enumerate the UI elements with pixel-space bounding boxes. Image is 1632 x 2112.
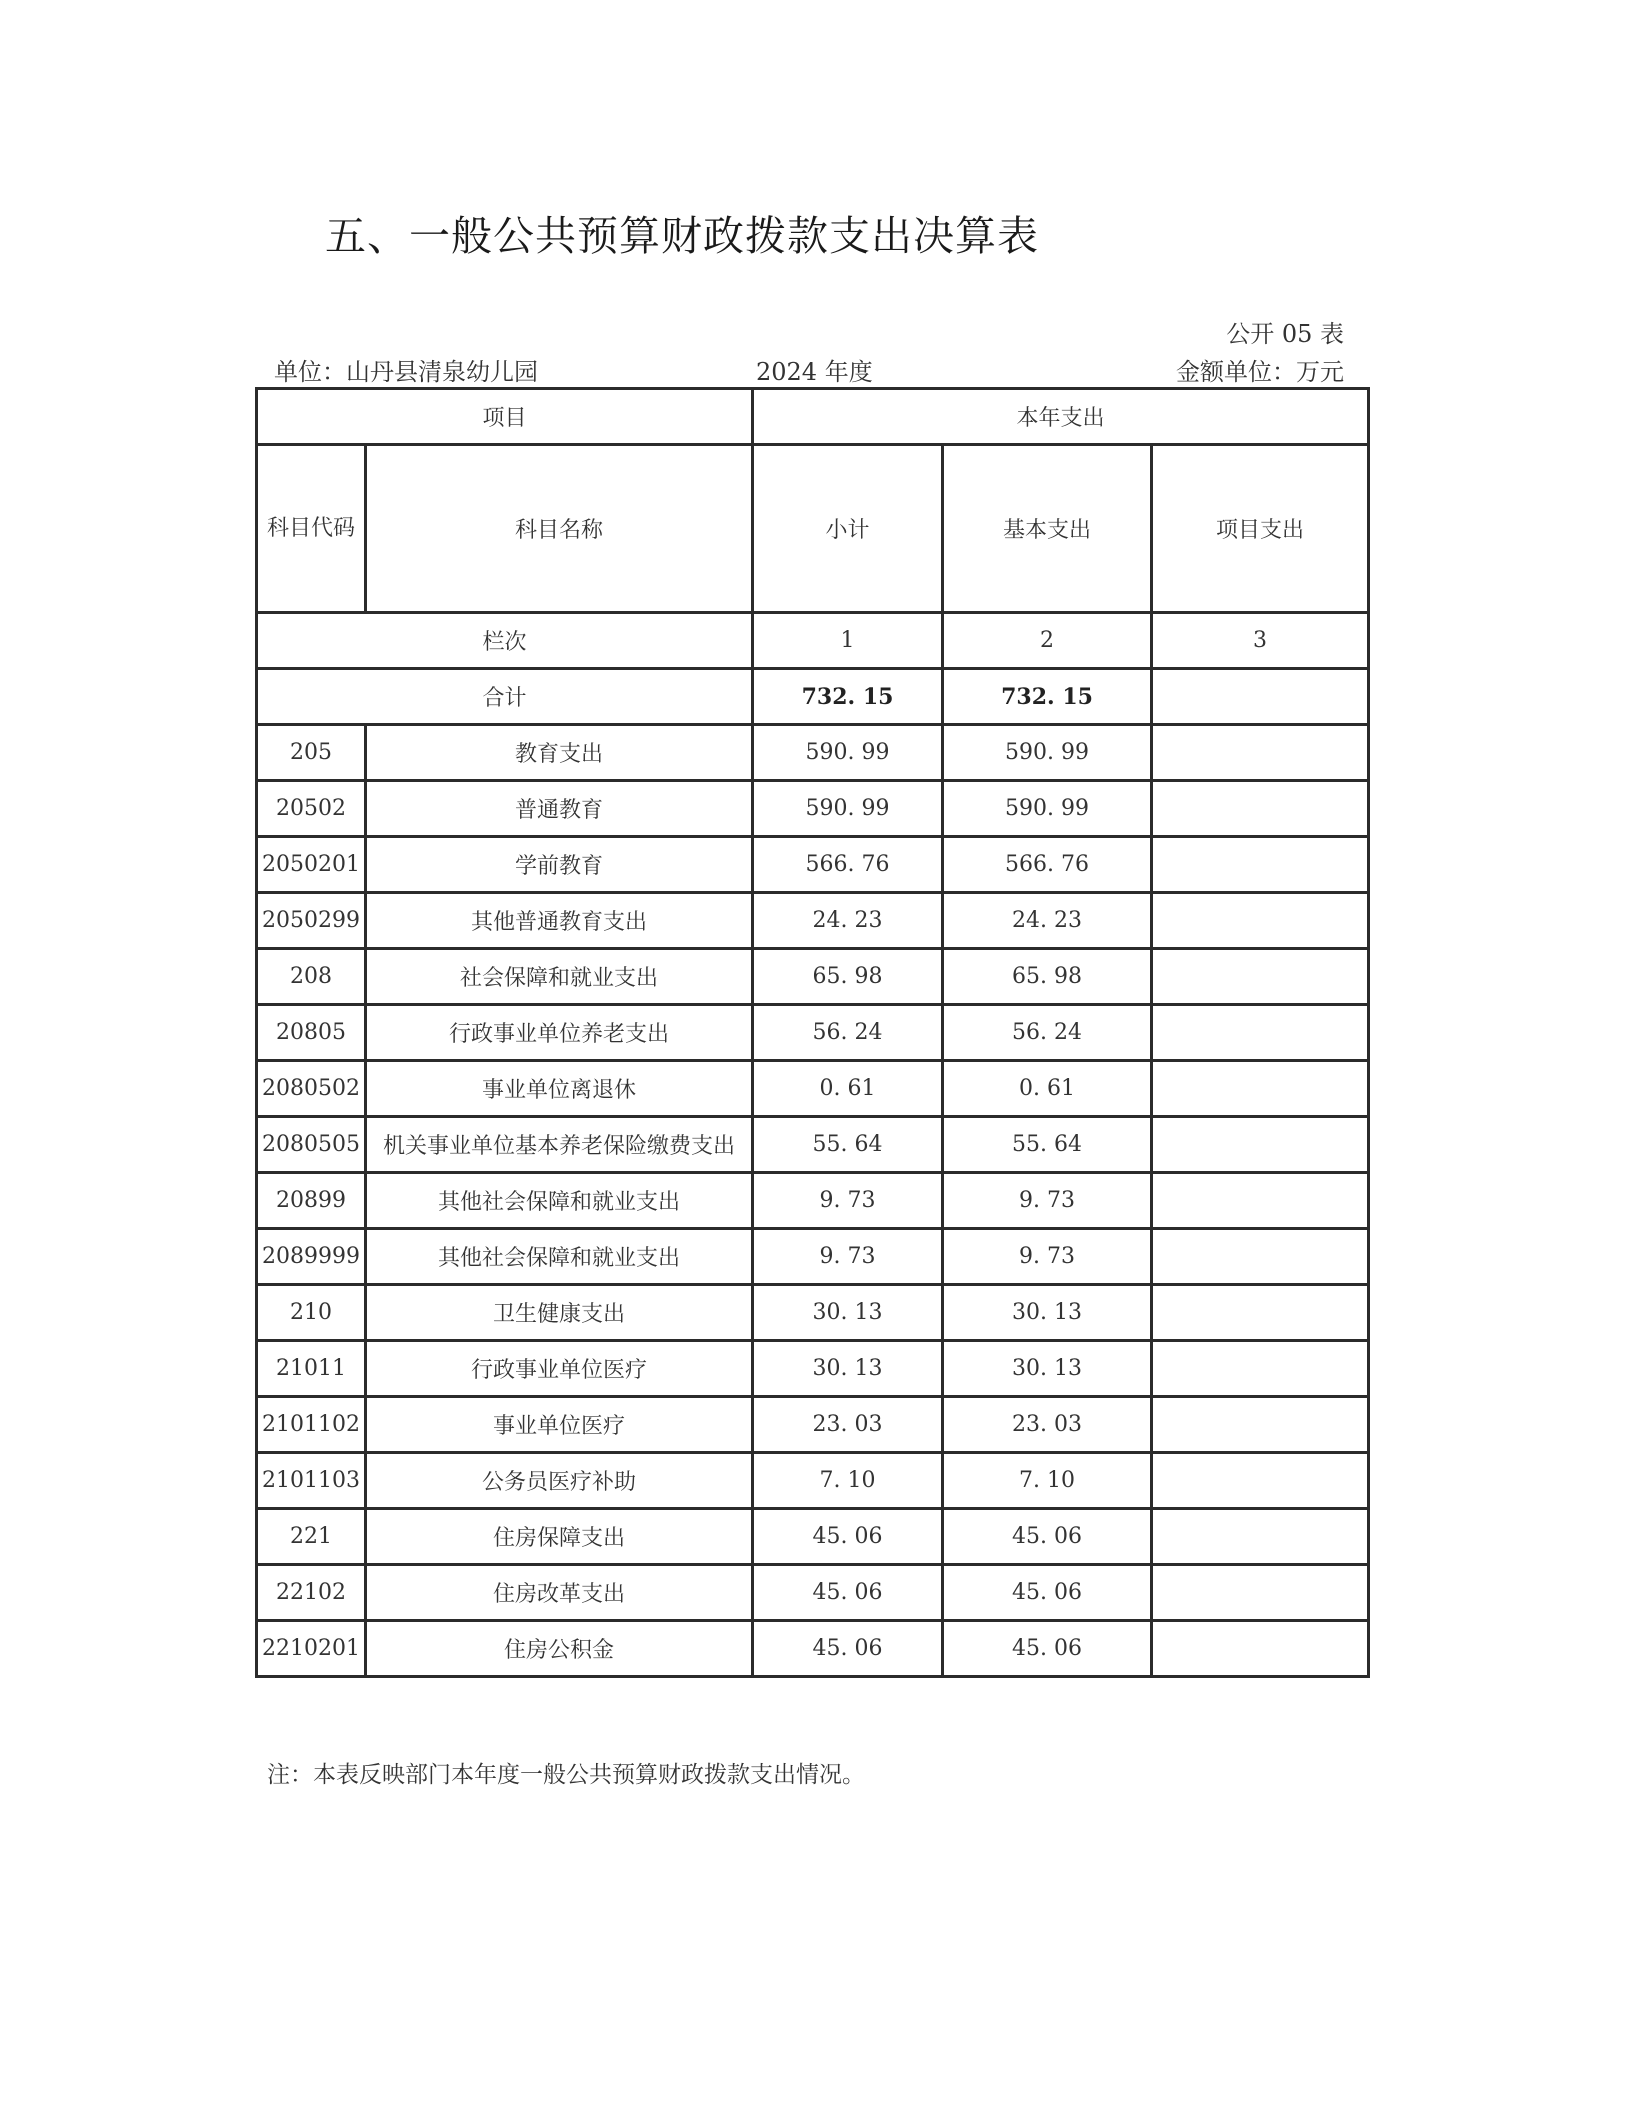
column-label: 栏次 <box>257 613 753 669</box>
header-project-expense: 项目支出 <box>1152 445 1369 613</box>
row-subtotal: 45. 06 <box>753 1565 943 1621</box>
table-row <box>257 1285 1369 1341</box>
column-1: 1 <box>753 613 943 669</box>
header-subtotal: 小计 <box>753 445 943 613</box>
row-code: 21011 <box>257 1341 366 1397</box>
row-code: 2080502 <box>257 1061 366 1117</box>
table-row <box>257 1341 1369 1397</box>
row-name: 事业单位离退休 <box>366 1061 753 1117</box>
row-subtotal: 9. 73 <box>753 1173 943 1229</box>
table-note: 注：本表反映部门本年度一般公共预算财政拨款支出情况。 <box>267 1762 865 1788</box>
row-code: 208 <box>257 949 366 1005</box>
row-code: 22102 <box>257 1565 366 1621</box>
money-unit: 金额单位：万元 <box>1176 358 1344 386</box>
row-code: 205 <box>257 725 366 781</box>
row-name: 公务员医疗补助 <box>366 1453 753 1509</box>
row-basic: 30. 13 <box>943 1341 1152 1397</box>
row-name: 学前教育 <box>366 837 753 893</box>
table-row <box>257 1397 1369 1453</box>
row-basic: 9. 73 <box>943 1229 1152 1285</box>
row-code: 2050299 <box>257 893 366 949</box>
row-subtotal: 590. 99 <box>753 725 943 781</box>
row-name: 住房公积金 <box>366 1621 753 1677</box>
row-code: 20502 <box>257 781 366 837</box>
table-row <box>257 837 1369 893</box>
unit-label: 单位：山丹县清泉幼儿园 <box>274 358 538 386</box>
row-subtotal: 24. 23 <box>753 893 943 949</box>
row-subtotal: 30. 13 <box>753 1341 943 1397</box>
row-name: 机关事业单位基本养老保险缴费支出 <box>366 1117 753 1173</box>
row-name: 其他社会保障和就业支出 <box>366 1173 753 1229</box>
table-row <box>257 1621 1369 1677</box>
table-row <box>257 1453 1369 1509</box>
page-title: 五、一般公共预算财政拨款支出决算表 <box>325 212 1039 260</box>
table-row <box>257 1509 1369 1565</box>
row-name: 其他社会保障和就业支出 <box>366 1229 753 1285</box>
row-subtotal: 55. 64 <box>753 1117 943 1173</box>
header-project: 项目 <box>257 389 753 445</box>
row-basic: 0. 61 <box>943 1061 1152 1117</box>
form-number: 公开 05 表 <box>1226 320 1344 348</box>
header-name: 科目名称 <box>366 445 753 613</box>
row-project <box>1152 1229 1369 1285</box>
fiscal-year: 2024 年度 <box>756 358 873 386</box>
table-row <box>257 893 1369 949</box>
table-row <box>257 725 1369 781</box>
column-index-row <box>257 613 1369 669</box>
row-subtotal: 65. 98 <box>753 949 943 1005</box>
row-code: 20899 <box>257 1173 366 1229</box>
table-row <box>257 1005 1369 1061</box>
row-code: 20805 <box>257 1005 366 1061</box>
row-subtotal: 0. 61 <box>753 1061 943 1117</box>
row-code: 2080505 <box>257 1117 366 1173</box>
row-code: 2101103 <box>257 1453 366 1509</box>
row-name: 教育支出 <box>366 725 753 781</box>
row-project <box>1152 1509 1369 1565</box>
row-code: 210 <box>257 1285 366 1341</box>
data-rows <box>257 725 1369 1677</box>
row-project <box>1152 1397 1369 1453</box>
header-row-1 <box>257 389 1369 445</box>
row-subtotal: 9. 73 <box>753 1229 943 1285</box>
row-basic: 566. 76 <box>943 837 1152 893</box>
row-basic: 55. 64 <box>943 1117 1152 1173</box>
row-subtotal: 23. 03 <box>753 1397 943 1453</box>
row-basic: 45. 06 <box>943 1509 1152 1565</box>
row-name: 行政事业单位养老支出 <box>366 1005 753 1061</box>
total-basic: 732. 15 <box>943 669 1152 725</box>
header-code: 科目代码 <box>257 445 366 613</box>
row-project <box>1152 1117 1369 1173</box>
row-name: 行政事业单位医疗 <box>366 1341 753 1397</box>
table-row <box>257 781 1369 837</box>
row-basic: 9. 73 <box>943 1173 1152 1229</box>
row-project <box>1152 725 1369 781</box>
total-project <box>1152 669 1369 725</box>
row-name: 住房改革支出 <box>366 1565 753 1621</box>
table-row <box>257 1117 1369 1173</box>
row-name: 普通教育 <box>366 781 753 837</box>
row-basic: 7. 10 <box>943 1453 1152 1509</box>
row-basic: 30. 13 <box>943 1285 1152 1341</box>
row-name: 社会保障和就业支出 <box>366 949 753 1005</box>
header-basic: 基本支出 <box>943 445 1152 613</box>
total-subtotal: 732. 15 <box>753 669 943 725</box>
column-3: 3 <box>1152 613 1369 669</box>
row-code: 2210201 <box>257 1621 366 1677</box>
table-row <box>257 1565 1369 1621</box>
row-basic: 45. 06 <box>943 1621 1152 1677</box>
row-code: 2050201 <box>257 837 366 893</box>
row-project <box>1152 949 1369 1005</box>
row-subtotal: 566. 76 <box>753 837 943 893</box>
row-project <box>1152 1341 1369 1397</box>
row-subtotal: 30. 13 <box>753 1285 943 1341</box>
row-code: 221 <box>257 1509 366 1565</box>
column-2: 2 <box>943 613 1152 669</box>
row-code: 2089999 <box>257 1229 366 1285</box>
row-project <box>1152 1285 1369 1341</box>
header-current-year-expense: 本年支出 <box>753 389 1369 445</box>
row-name: 事业单位医疗 <box>366 1397 753 1453</box>
row-basic: 45. 06 <box>943 1565 1152 1621</box>
row-subtotal: 7. 10 <box>753 1453 943 1509</box>
row-subtotal: 56. 24 <box>753 1005 943 1061</box>
row-code: 2101102 <box>257 1397 366 1453</box>
row-basic: 24. 23 <box>943 893 1152 949</box>
row-project <box>1152 1565 1369 1621</box>
row-project <box>1152 893 1369 949</box>
table-row <box>257 1173 1369 1229</box>
row-subtotal: 45. 06 <box>753 1621 943 1677</box>
row-project <box>1152 1173 1369 1229</box>
table-row <box>257 1061 1369 1117</box>
row-basic: 590. 99 <box>943 781 1152 837</box>
row-project <box>1152 1453 1369 1509</box>
row-project <box>1152 837 1369 893</box>
total-row <box>257 669 1369 725</box>
row-basic: 23. 03 <box>943 1397 1152 1453</box>
row-project <box>1152 1621 1369 1677</box>
row-project <box>1152 781 1369 837</box>
row-subtotal: 590. 99 <box>753 781 943 837</box>
row-basic: 65. 98 <box>943 949 1152 1005</box>
total-label: 合计 <box>257 669 753 725</box>
row-project <box>1152 1061 1369 1117</box>
row-basic: 56. 24 <box>943 1005 1152 1061</box>
row-name: 其他普通教育支出 <box>366 893 753 949</box>
expenditure-table <box>255 387 1370 1678</box>
row-subtotal: 45. 06 <box>753 1509 943 1565</box>
row-basic: 590. 99 <box>943 725 1152 781</box>
table-row <box>257 1229 1369 1285</box>
row-name: 住房保障支出 <box>366 1509 753 1565</box>
row-project <box>1152 1005 1369 1061</box>
row-name: 卫生健康支出 <box>366 1285 753 1341</box>
table-row <box>257 949 1369 1005</box>
header-row-2 <box>257 445 1369 613</box>
